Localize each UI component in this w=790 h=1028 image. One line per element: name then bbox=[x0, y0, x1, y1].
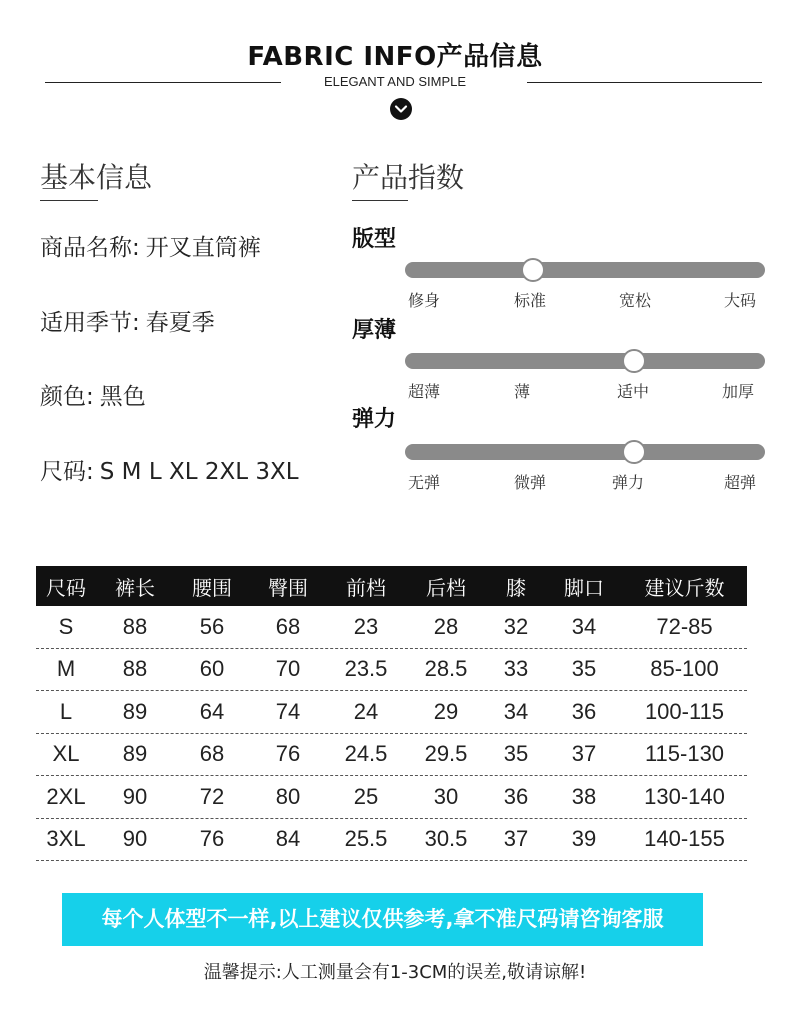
table-header-cell: 腰围 bbox=[192, 575, 232, 600]
table-cell: 35 bbox=[503, 741, 529, 767]
header-divider-right bbox=[527, 82, 762, 83]
table-header-cell: 前档 bbox=[346, 575, 386, 600]
tick-label: 大码 bbox=[724, 291, 757, 310]
table-row bbox=[36, 734, 747, 777]
table-cell: 72-85 bbox=[656, 613, 713, 639]
table-cell: 37 bbox=[571, 741, 597, 767]
table-row bbox=[36, 819, 747, 862]
table-cell: 76 bbox=[199, 826, 225, 852]
table-cell: 89 bbox=[122, 698, 148, 724]
tick-label: 微弹 bbox=[514, 473, 547, 492]
slider-label-fit: 版型 bbox=[352, 227, 397, 252]
table-cell: 28.5 bbox=[424, 656, 468, 682]
slider-track-fit bbox=[405, 262, 765, 278]
table-row bbox=[36, 606, 747, 649]
table-cell: 80 bbox=[275, 783, 301, 809]
info-label: 商品名称: bbox=[40, 235, 140, 261]
info-season bbox=[40, 304, 215, 337]
table-cell: 23 bbox=[353, 613, 379, 639]
table-cell: 90 bbox=[122, 783, 148, 809]
slider-knob-fit bbox=[521, 258, 545, 282]
table-header-cell: 尺码 bbox=[46, 575, 86, 600]
table-cell: 76 bbox=[275, 741, 301, 767]
table-cell: 68 bbox=[199, 741, 225, 767]
table-cell: 115-130 bbox=[644, 741, 725, 767]
basic-info-title: 基本信息 bbox=[40, 161, 153, 194]
slider-label-thickness: 厚薄 bbox=[352, 318, 397, 343]
table-cell: 100-115 bbox=[644, 698, 725, 724]
measurement-tip: 温馨提示:人工测量会有1-3CM的误差,敬请谅解! bbox=[203, 962, 587, 983]
table-row bbox=[36, 776, 747, 819]
info-label: 尺码: bbox=[40, 459, 94, 485]
table-cell: 130-140 bbox=[644, 783, 725, 809]
size-table bbox=[36, 566, 747, 861]
table-cell: 23.5 bbox=[344, 656, 388, 682]
table-header-cell: 裤长 bbox=[115, 575, 155, 600]
product-index-underline bbox=[352, 200, 408, 201]
tick-label: 加厚 bbox=[722, 382, 755, 401]
table-row bbox=[36, 649, 747, 692]
table-cell: M bbox=[56, 656, 76, 682]
table-cell: 29.5 bbox=[424, 741, 468, 767]
info-sizes bbox=[40, 453, 299, 486]
table-cell: 90 bbox=[122, 826, 148, 852]
table-cell: 24 bbox=[353, 698, 379, 724]
table-cell: 2XL bbox=[46, 783, 86, 809]
table-cell: 33 bbox=[503, 656, 529, 682]
table-cell: 32 bbox=[503, 613, 529, 639]
table-cell: 38 bbox=[571, 783, 597, 809]
table-cell: 36 bbox=[503, 783, 529, 809]
table-cell: 35 bbox=[571, 656, 597, 682]
table-cell: 29 bbox=[433, 698, 459, 724]
slider-label-elasticity: 弹力 bbox=[352, 407, 397, 432]
table-cell: 34 bbox=[571, 613, 597, 639]
table-cell: 72 bbox=[199, 783, 225, 809]
table-cell: 74 bbox=[275, 698, 301, 724]
slider-knob-thickness bbox=[622, 349, 646, 373]
table-cell: 68 bbox=[275, 613, 301, 639]
table-cell: 89 bbox=[122, 741, 148, 767]
table-cell: 70 bbox=[275, 656, 301, 682]
table-body bbox=[36, 606, 747, 861]
table-header bbox=[36, 566, 747, 606]
tick-label: 薄 bbox=[514, 382, 531, 401]
info-value: 开叉直筒裤 bbox=[145, 235, 261, 261]
tick-label: 超薄 bbox=[408, 382, 441, 401]
table-cell: 88 bbox=[122, 656, 148, 682]
table-cell: L bbox=[59, 698, 73, 724]
tick-label: 无弹 bbox=[408, 473, 441, 492]
tick-label: 修身 bbox=[408, 291, 441, 310]
tick-label: 宽松 bbox=[619, 291, 652, 310]
slider-track-thickness bbox=[405, 353, 765, 369]
info-color bbox=[40, 378, 146, 411]
page-title: FABRIC INFO产品信息 bbox=[247, 42, 543, 72]
info-value: 黑色 bbox=[99, 384, 146, 410]
table-cell: 25 bbox=[353, 783, 379, 809]
notice-banner: 每个人体型不一样,以上建议仅供参考,拿不准尺码请咨询客服 bbox=[62, 893, 703, 946]
table-header-cell: 后档 bbox=[426, 575, 466, 600]
table-cell: 30 bbox=[433, 783, 459, 809]
info-label: 适用季节: bbox=[40, 310, 140, 336]
table-cell: XL bbox=[52, 741, 80, 767]
product-index-title: 产品指数 bbox=[352, 161, 465, 194]
table-cell: 36 bbox=[571, 698, 597, 724]
tick-label: 适中 bbox=[617, 382, 650, 401]
table-header-cell: 脚口 bbox=[564, 575, 604, 600]
basic-info-underline bbox=[40, 200, 98, 201]
table-cell: 28 bbox=[433, 613, 459, 639]
table-cell: 56 bbox=[199, 613, 225, 639]
chevron-down-icon bbox=[390, 98, 412, 120]
table-cell: 34 bbox=[503, 698, 529, 724]
table-header-cell: 膝 bbox=[506, 575, 526, 600]
table-cell: 85-100 bbox=[650, 656, 719, 682]
table-header-cell: 臀围 bbox=[268, 575, 308, 600]
table-row bbox=[36, 691, 747, 734]
table-cell: 30.5 bbox=[424, 826, 468, 852]
table-cell: 64 bbox=[199, 698, 225, 724]
info-product-name bbox=[40, 229, 261, 262]
table-cell: 88 bbox=[122, 613, 148, 639]
info-value: S M L XL 2XL 3XL bbox=[99, 459, 299, 485]
table-header-cell: 建议斤数 bbox=[644, 575, 725, 600]
page-subtitle: ELEGANT AND SIMPLE bbox=[323, 74, 467, 89]
tick-label: 弹力 bbox=[612, 473, 645, 492]
slider-knob-elasticity bbox=[622, 440, 646, 464]
table-cell: 3XL bbox=[46, 826, 86, 852]
slider-track-elasticity bbox=[405, 444, 765, 460]
table-cell: S bbox=[58, 613, 74, 639]
info-value: 春夏季 bbox=[145, 310, 215, 336]
table-cell: 60 bbox=[199, 656, 225, 682]
tick-label: 标准 bbox=[514, 291, 547, 310]
info-label: 颜色: bbox=[40, 384, 94, 410]
table-cell: 39 bbox=[571, 826, 597, 852]
table-cell: 25.5 bbox=[344, 826, 388, 852]
tick-label: 超弹 bbox=[724, 473, 757, 492]
table-cell: 140-155 bbox=[644, 826, 725, 852]
table-cell: 24.5 bbox=[344, 741, 388, 767]
table-cell: 37 bbox=[503, 826, 529, 852]
table-cell: 84 bbox=[275, 826, 301, 852]
